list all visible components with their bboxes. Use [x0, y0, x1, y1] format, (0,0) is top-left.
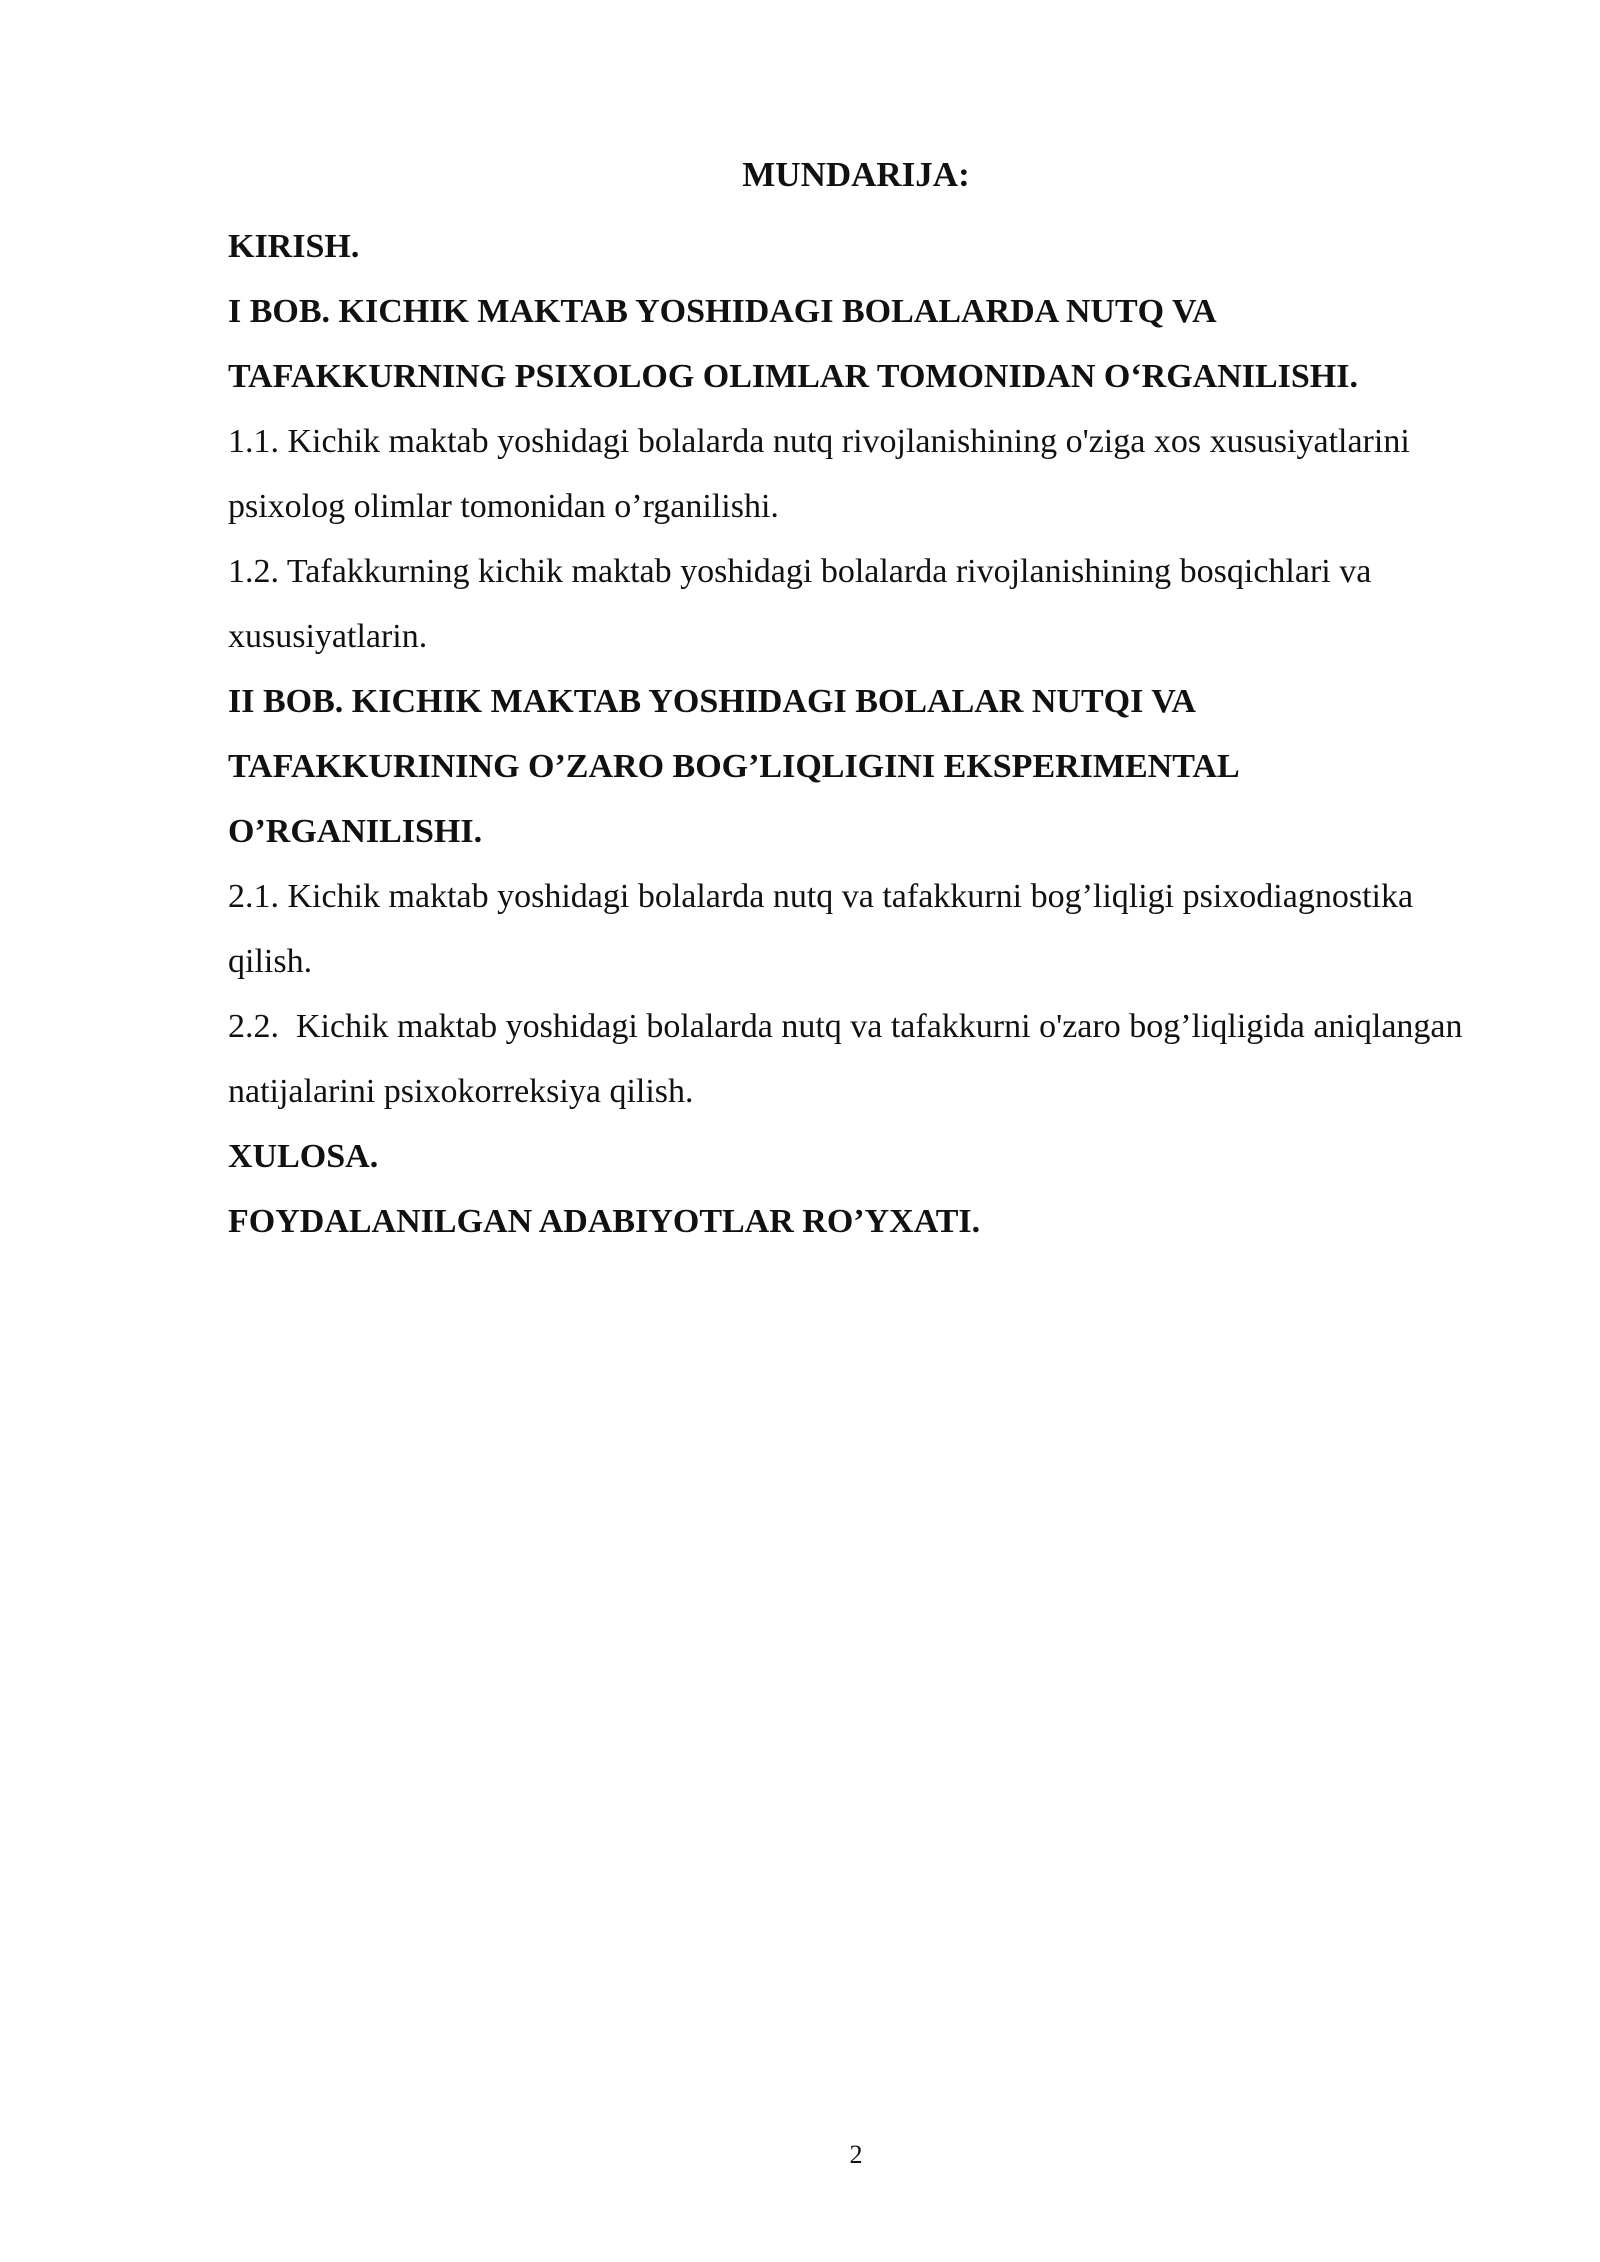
- toc-entry-section-1-1: 1.1. Kichik maktab yoshidagi bolalarda nutq rivojlanishining o'ziga xos xususiyatlarini psixolog olimlar tomonidan o’rganilishi.: [228, 423, 1410, 525]
- toc-entry-section-1-2: 1.2. Tafakkurning kichik maktab yoshidagi bolalarda rivojlanishining bosqichlari va xususiyatlarin.: [228, 553, 1372, 655]
- table-of-contents: [228, 214, 1472, 1254]
- toc-entry-introduction: KIRISH.: [228, 228, 360, 265]
- toc-entry-references: FOYDALANILGAN ADABIYOTLAR RO’YXATI.: [228, 1203, 981, 1240]
- toc-entry-chapter-1: I BOB. KICHIK MAKTAB YOSHIDAGI BOLALARDA NUTQ VA TAFAKKURNING PSIXOLOG OLIMLAR TOMONIDAN O‘RGANILISHI.: [228, 293, 1358, 395]
- page-number: 2: [849, 2140, 863, 2169]
- toc-entry-section-2-1: 2.1. Kichik maktab yoshidagi bolalarda nutq va tafakkurni bog’liqligi psixodiagnostika qilish.: [228, 878, 1414, 980]
- toc-entry-chapter-2: II BOB. KICHIK MAKTAB YOSHIDAGI BOLALAR NUTQI VA TAFAKKURINING O’ZARO BOG’LIQLIGINI EKSPERIMENTAL O’RGANILISHI.: [228, 683, 1238, 850]
- toc-entry-section-2-2: 2.2. Kichik maktab yoshidagi bolalarda nutq va tafakkurni o'zaro bog’liqligida aniqlangan natijalarini psixokorreksiya qilish.: [228, 1008, 1472, 1110]
- toc-entry-conclusion: XULOSA.: [228, 1138, 379, 1175]
- toc-title: MUNDARIJA:: [742, 155, 970, 194]
